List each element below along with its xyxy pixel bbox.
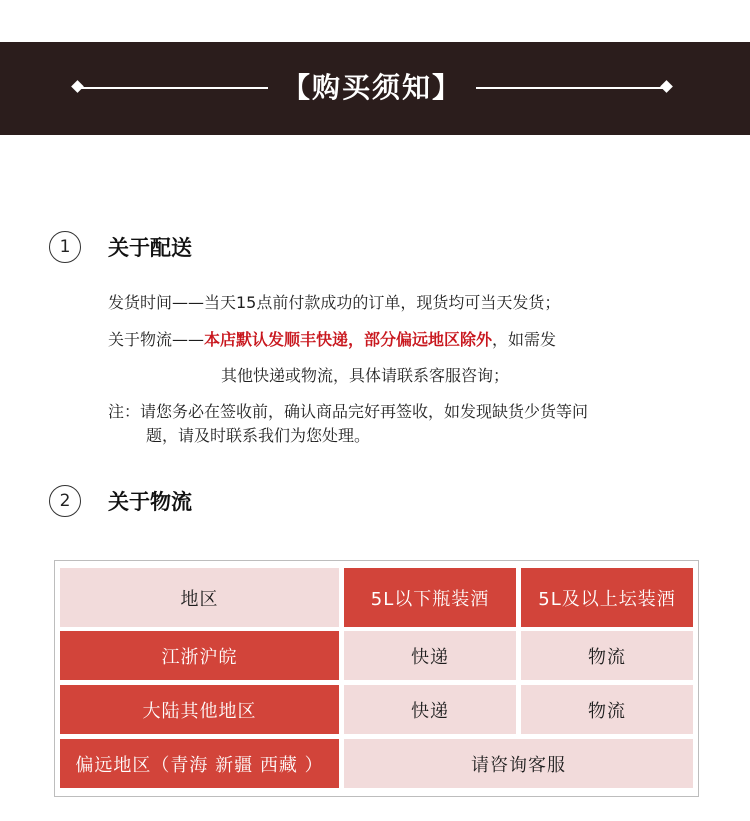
table-row-2-region: 大陆其他地区 (60, 685, 339, 734)
logistics-highlight: 本店默认发顺丰快递，部分偏远地区除外 (204, 330, 493, 349)
table-row-2-bottled: 快递 (344, 685, 516, 734)
section-2-number-icon: 2 (49, 485, 81, 517)
banner-title: 【购买须知】 (281, 71, 462, 104)
section-1-title: 关于配送 (108, 236, 192, 260)
table-header-bottled: 5L以下瓶装酒 (344, 568, 516, 627)
header-banner (0, 42, 750, 135)
note-line-1: 注：请您务必在签收前，确认商品完好再签收，如发现缺货少货等问 (108, 402, 589, 421)
table-row-3-merged: 请咨询客服 (344, 739, 693, 788)
logistics-prefix: 关于物流—— (108, 330, 205, 349)
shipping-time-text: 发货时间——当天15点前付款成功的订单，现货均可当天发货； (108, 293, 561, 312)
logistics-continued-text: 其他快递或物流，具体请联系客服咨询； (221, 366, 510, 385)
banner-line-left (80, 87, 268, 89)
logistics-table (54, 560, 699, 797)
logistics-suffix: ，如需发 (492, 330, 557, 349)
note-line-2: 题，请及时联系我们为您处理。 (146, 426, 371, 445)
section-1-number-icon: 1 (49, 231, 81, 263)
table-row-1-region: 江浙沪皖 (60, 631, 339, 680)
diamond-right-icon (660, 80, 673, 93)
table-row-1-jarred: 物流 (521, 631, 693, 680)
table-row-3-region: 偏远地区（青海 新疆 西藏 ） (60, 739, 339, 788)
table-header-jarred: 5L及以上坛装酒 (521, 568, 693, 627)
table-header-region: 地区 (60, 568, 339, 627)
banner-line-right (476, 87, 664, 89)
section-1-heading (49, 229, 192, 265)
table-row-2-jarred: 物流 (521, 685, 693, 734)
logistics-text (108, 328, 556, 352)
section-2-title: 关于物流 (108, 490, 192, 514)
table-row-1-bottled: 快递 (344, 631, 516, 680)
section-2-heading (49, 483, 192, 519)
